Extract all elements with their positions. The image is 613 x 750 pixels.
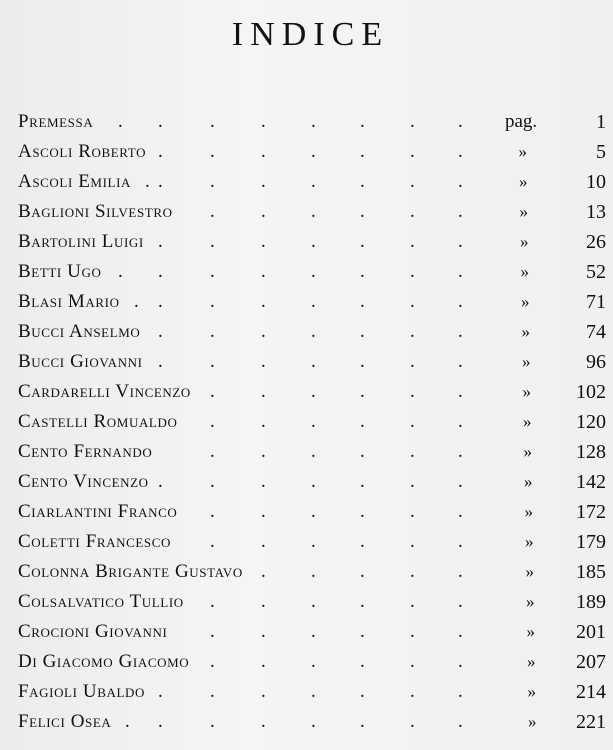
leader-dot: . xyxy=(261,321,266,342)
leader-dot: . xyxy=(410,501,415,522)
ditto-mark: » xyxy=(521,292,530,311)
page-number: 221 xyxy=(576,711,606,733)
ditto-mark: » xyxy=(525,562,534,581)
leader-dot: . xyxy=(158,471,163,492)
toc-entry-name: Castelli Romualdo xyxy=(18,411,178,432)
leader-dot: . xyxy=(410,351,415,372)
leader-dot: . xyxy=(311,681,316,702)
leader-dot: . xyxy=(311,261,316,282)
page-number: 96 xyxy=(586,351,606,373)
toc-entry-name: Coletti Francesco xyxy=(18,531,172,552)
page-number: 128 xyxy=(576,441,606,463)
leader-dot: . xyxy=(458,711,463,732)
leader-dot: . xyxy=(458,681,463,702)
leader-dot: . xyxy=(410,291,415,312)
page-number: 26 xyxy=(586,231,606,253)
leader-dot: . xyxy=(145,171,150,192)
toc-entry xyxy=(18,527,608,557)
leader-dot: . xyxy=(210,351,215,372)
page-number: 10 xyxy=(586,171,606,193)
leader-dot: . xyxy=(261,621,266,642)
leader-dot: . xyxy=(210,531,215,552)
leader-dot: . xyxy=(410,681,415,702)
toc-entry xyxy=(18,197,608,227)
leader-dot: . xyxy=(261,381,266,402)
leader-dot: . xyxy=(458,471,463,492)
toc-entry xyxy=(18,407,608,437)
leader-dot: . xyxy=(210,501,215,522)
leader-dot: . xyxy=(458,381,463,402)
toc-entry xyxy=(18,497,608,527)
toc-entry-name: Colonna Brigante Gustavo xyxy=(18,561,243,582)
toc-entry xyxy=(18,707,608,737)
leader-dot: . xyxy=(158,711,163,732)
leader-dot: . xyxy=(261,471,266,492)
ditto-mark: » xyxy=(528,712,537,731)
leader-dot: . xyxy=(458,651,463,672)
leader-dot: . xyxy=(210,111,215,132)
ditto-mark: » xyxy=(526,622,535,641)
leader-dot: . xyxy=(210,711,215,732)
leader-dot: . xyxy=(458,141,463,162)
leader-dot: . xyxy=(458,231,463,252)
leader-dot: . xyxy=(410,441,415,462)
leader-dot: . xyxy=(458,411,463,432)
leader-dot: . xyxy=(118,111,123,132)
toc-entry xyxy=(18,257,608,287)
table-of-contents xyxy=(18,107,608,737)
leader-dot: . xyxy=(311,201,316,222)
leader-dot: . xyxy=(410,261,415,282)
leader-dot: . xyxy=(410,411,415,432)
leader-dot: . xyxy=(458,561,463,582)
leader-dot: . xyxy=(458,291,463,312)
leader-dot: . xyxy=(261,411,266,432)
leader-dot: . xyxy=(311,291,316,312)
leader-dot: . xyxy=(360,171,365,192)
ditto-mark: » xyxy=(525,532,534,551)
leader-dot: . xyxy=(158,111,163,132)
page-number: 207 xyxy=(576,651,606,673)
leader-dot: . xyxy=(261,531,266,552)
leader-dot: . xyxy=(410,111,415,132)
leader-dot: . xyxy=(261,501,266,522)
leader-dot: . xyxy=(210,321,215,342)
page-number: 142 xyxy=(576,471,606,493)
leader-dot: . xyxy=(261,291,266,312)
leader-dot: . xyxy=(311,471,316,492)
leader-dot: . xyxy=(210,201,215,222)
toc-entry-name: Fagioli Ubaldo xyxy=(18,681,145,702)
leader-dot: . xyxy=(360,501,365,522)
leader-dot: . xyxy=(458,321,463,342)
leader-dot: . xyxy=(410,471,415,492)
toc-entry-name: Felici Osea xyxy=(18,711,112,732)
toc-entry-name: Betti Ugo xyxy=(18,261,102,282)
toc-entry-name: Cardarelli Vincenzo xyxy=(18,381,191,402)
leader-dot: . xyxy=(158,231,163,252)
leader-dot: . xyxy=(360,411,365,432)
toc-entry xyxy=(18,467,608,497)
leader-dot: . xyxy=(158,141,163,162)
leader-dot: . xyxy=(311,531,316,552)
leader-dot: . xyxy=(311,591,316,612)
leader-dot: . xyxy=(210,441,215,462)
leader-dot: . xyxy=(458,531,463,552)
leader-dot: . xyxy=(410,711,415,732)
leader-dot: . xyxy=(458,591,463,612)
toc-entry-name: Cento Fernando xyxy=(18,441,153,462)
toc-entry xyxy=(18,137,608,167)
leader-dot: . xyxy=(311,621,316,642)
toc-entry-name: Ascoli Emilia xyxy=(18,171,131,192)
toc-entry-name: Bucci Giovanni xyxy=(18,351,143,372)
page-number: 201 xyxy=(576,621,606,643)
ditto-mark: » xyxy=(524,472,533,491)
leader-dot: . xyxy=(118,261,123,282)
page-number: 214 xyxy=(576,681,606,703)
leader-dot: . xyxy=(261,591,266,612)
ditto-mark: » xyxy=(522,382,531,401)
page-number: 74 xyxy=(586,321,606,343)
leader-dot: . xyxy=(410,171,415,192)
leader-dot: . xyxy=(360,291,365,312)
leader-dot: . xyxy=(360,441,365,462)
leader-dot: . xyxy=(360,351,365,372)
toc-entry-name: Di Giacomo Giacomo xyxy=(18,651,190,672)
leader-dot: . xyxy=(311,321,316,342)
toc-entry xyxy=(18,317,608,347)
toc-entry xyxy=(18,647,608,677)
ditto-mark: » xyxy=(519,172,528,191)
toc-entry-name: Crocioni Giovanni xyxy=(18,621,168,642)
leader-dot: . xyxy=(158,681,163,702)
toc-entry-name: Ciarlantini Franco xyxy=(18,501,178,522)
leader-dot: . xyxy=(311,501,316,522)
leader-dot: . xyxy=(311,441,316,462)
leader-dot: . xyxy=(261,111,266,132)
toc-entry-name: Cento Vincenzo xyxy=(18,471,149,492)
leader-dot: . xyxy=(311,351,316,372)
leader-dot: . xyxy=(458,201,463,222)
leader-dot: . xyxy=(210,261,215,282)
leader-dot: . xyxy=(360,231,365,252)
toc-entry-name: Ascoli Roberto xyxy=(18,141,147,162)
leader-dot: . xyxy=(458,261,463,282)
leader-dot: . xyxy=(458,441,463,462)
leader-dot: . xyxy=(360,711,365,732)
page-number: 13 xyxy=(586,201,606,223)
toc-entry xyxy=(18,557,608,587)
toc-entry-name: Baglioni Silvestro xyxy=(18,201,173,222)
leader-dot: . xyxy=(410,531,415,552)
leader-dot: . xyxy=(311,381,316,402)
leader-dot: . xyxy=(261,441,266,462)
leader-dot: . xyxy=(458,501,463,522)
leader-dot: . xyxy=(261,261,266,282)
ditto-mark: » xyxy=(526,592,535,611)
page-number: 52 xyxy=(586,261,606,283)
leader-dot: . xyxy=(210,651,215,672)
leader-dot: . xyxy=(360,531,365,552)
leader-dot: . xyxy=(458,111,463,132)
leader-dot: . xyxy=(158,321,163,342)
leader-dot: . xyxy=(210,411,215,432)
leader-dot: . xyxy=(311,141,316,162)
leader-dot: . xyxy=(210,381,215,402)
leader-dot: . xyxy=(360,111,365,132)
leader-dot: . xyxy=(360,201,365,222)
leader-dot: . xyxy=(410,651,415,672)
ditto-mark: » xyxy=(518,142,527,161)
page-number: 185 xyxy=(576,561,606,583)
leader-dot: . xyxy=(210,471,215,492)
page-number: 102 xyxy=(576,381,606,403)
leader-dot: . xyxy=(360,381,365,402)
page-number: 5 xyxy=(596,141,606,163)
ditto-mark: » xyxy=(524,502,533,521)
leader-dot: . xyxy=(360,591,365,612)
toc-entry-name: Bartolini Luigi xyxy=(18,231,144,252)
leader-dot: . xyxy=(210,171,215,192)
toc-entry xyxy=(18,437,608,467)
leader-dot: . xyxy=(458,351,463,372)
leader-dot: . xyxy=(410,141,415,162)
leader-dot: . xyxy=(410,231,415,252)
leader-dot: . xyxy=(261,681,266,702)
toc-entry xyxy=(18,587,608,617)
leader-dot: . xyxy=(210,231,215,252)
ditto-mark: » xyxy=(523,442,532,461)
leader-dot: . xyxy=(458,171,463,192)
page-number: 71 xyxy=(586,291,606,313)
ditto-mark: » xyxy=(527,652,536,671)
ditto-mark: » xyxy=(523,412,532,431)
ditto-mark: » xyxy=(521,322,530,341)
leader-dot: . xyxy=(261,711,266,732)
leader-dot: . xyxy=(261,201,266,222)
leader-dot: . xyxy=(311,711,316,732)
leader-dot: . xyxy=(410,201,415,222)
leader-dot: . xyxy=(261,231,266,252)
toc-entry xyxy=(18,227,608,257)
leader-dot: . xyxy=(360,471,365,492)
ditto-mark: » xyxy=(520,232,529,251)
toc-entry xyxy=(18,617,608,647)
leader-dot: . xyxy=(360,321,365,342)
ditto-mark: » xyxy=(520,262,529,281)
leader-dot: . xyxy=(360,561,365,582)
toc-entry-name: Bucci Anselmo xyxy=(18,321,141,342)
leader-dot: . xyxy=(311,111,316,132)
leader-dot: . xyxy=(158,291,163,312)
leader-dot: . xyxy=(261,561,266,582)
leader-dot: . xyxy=(261,141,266,162)
leader-dot: . xyxy=(125,711,130,732)
leader-dot: . xyxy=(410,621,415,642)
leader-dot: . xyxy=(158,171,163,192)
toc-entry xyxy=(18,677,608,707)
ditto-mark: » xyxy=(519,202,528,221)
leader-dot: . xyxy=(410,591,415,612)
leader-dot: . xyxy=(261,351,266,372)
leader-dot: . xyxy=(158,261,163,282)
toc-entry-name: Premessa xyxy=(18,111,94,132)
leader-dot: . xyxy=(311,651,316,672)
leader-dot: . xyxy=(261,171,266,192)
toc-entry xyxy=(18,107,608,137)
page-number: 179 xyxy=(576,531,606,553)
leader-dot: . xyxy=(210,681,215,702)
leader-dot: . xyxy=(410,381,415,402)
leader-dot: . xyxy=(360,681,365,702)
page-number: 189 xyxy=(576,591,606,613)
leader-dot: . xyxy=(210,291,215,312)
leader-dot: . xyxy=(360,261,365,282)
page-abbreviation: pag. xyxy=(505,111,538,132)
page-number: 172 xyxy=(576,501,606,523)
leader-dot: . xyxy=(360,651,365,672)
page-number: 120 xyxy=(576,411,606,433)
leader-dot: . xyxy=(360,621,365,642)
page-title: INDICE xyxy=(231,16,390,53)
toc-entry-name: Blasi Mario xyxy=(18,291,120,312)
leader-dot: . xyxy=(134,291,139,312)
leader-dot: . xyxy=(360,141,365,162)
toc-entry xyxy=(18,347,608,377)
toc-entry xyxy=(18,287,608,317)
toc-entry xyxy=(18,167,608,197)
leader-dot: . xyxy=(311,411,316,432)
ditto-mark: » xyxy=(522,352,531,371)
leader-dot: . xyxy=(210,621,215,642)
leader-dot: . xyxy=(311,171,316,192)
toc-entry-name: Colsalvatico Tullio xyxy=(18,591,184,612)
page-number: 1 xyxy=(596,111,606,133)
toc-entry xyxy=(18,377,608,407)
leader-dot: . xyxy=(410,561,415,582)
ditto-mark: » xyxy=(527,682,536,701)
leader-dot: . xyxy=(311,231,316,252)
leader-dot: . xyxy=(210,591,215,612)
leader-dot: . xyxy=(261,651,266,672)
leader-dot: . xyxy=(410,321,415,342)
leader-dot: . xyxy=(210,141,215,162)
leader-dot: . xyxy=(458,621,463,642)
leader-dot: . xyxy=(311,561,316,582)
leader-dot: . xyxy=(158,351,163,372)
